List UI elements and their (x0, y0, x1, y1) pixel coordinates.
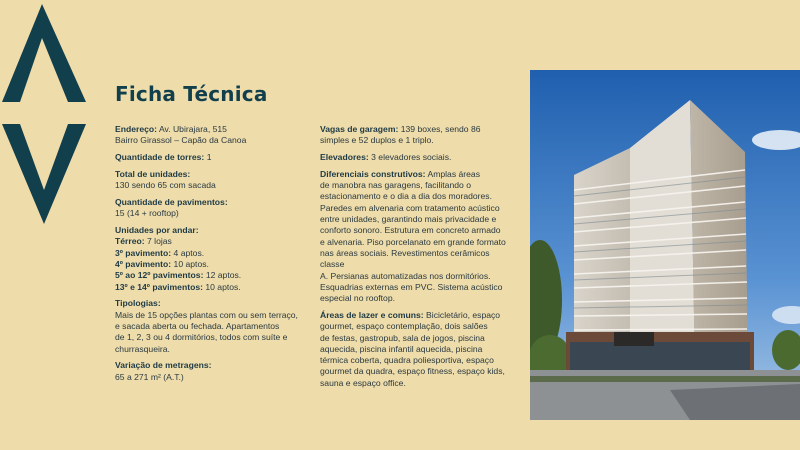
spec-line: de manobra nas garagens, facilitando o (320, 180, 471, 191)
spec-column-left (115, 124, 305, 388)
spec-line: aquecida, piscina infantil aquecida, piscina (320, 343, 483, 354)
spec-value: Amplas áreas (427, 168, 481, 179)
spec-value: Bairro Girassol – Capão da Canoa (115, 135, 247, 146)
spec-line: churrasqueira. (115, 343, 170, 354)
spec-label: Elevadores: (320, 152, 369, 163)
spec-line: Paredes em alvenaria com tratamento acústico (320, 202, 500, 213)
spec-label: Vagas de garagem: (320, 124, 399, 134)
spec-line: Esquadrias externas em PVC. Sistema acústico (320, 281, 503, 292)
floor-row: 3º pavimento: 4 aptos. (115, 247, 205, 258)
spec-line: simples e 52 duplos e 1 triplo. (320, 135, 434, 146)
spec-line: Mais de 15 opções plantas com ou sem terraço, (115, 309, 298, 320)
floor-row: Térreo: 7 lojas (115, 236, 172, 247)
spec-line: nas áreas sociais. Revestimentos cerâmicos classe (320, 247, 490, 270)
spec-label: Quantidade de torres: (115, 152, 205, 163)
spec-value: 1 (206, 152, 212, 163)
spec-label: Quantidade de pavimentos: (115, 196, 228, 207)
spec-unidades (115, 169, 305, 192)
spec-label: Diferenciais construtivos: (320, 168, 426, 179)
spec-metragens (115, 360, 305, 383)
spec-por-andar (115, 225, 305, 293)
spec-line: entre unidades, garantindo mais privacidade e (320, 214, 497, 225)
spec-value: 15 (14 + rooftop) (115, 208, 179, 219)
spec-line: gourmet, espaço contemplação, dois salões (320, 321, 488, 332)
spec-line: sauna e espaço office. (320, 377, 406, 388)
spec-value: Bicicletário, espaço (426, 309, 501, 320)
building-illustration (530, 70, 800, 420)
spec-tipologias (115, 298, 305, 354)
spec-value: 65 a 271 m² (A.T.) (115, 371, 184, 382)
spec-label: Endereço: (115, 124, 158, 134)
spec-line: de 1, 2, 3 ou 4 dormitórios, todos com suíte e (115, 332, 288, 343)
spec-vagas (320, 124, 515, 147)
spec-line: gourmet da quadra, espaço fitness, espaço kids, (320, 366, 505, 377)
building-render-image (530, 70, 800, 420)
floor-row: 5º ao 12º pavimentos: 12 aptos. (115, 270, 242, 281)
spec-value: Av. Ubirajara, 515 (158, 124, 227, 134)
spec-label: Total de unidades: (115, 168, 191, 179)
spec-value: 3 elevadores sociais. (371, 152, 452, 163)
spec-line: conforto sonoro. Estrutura em concreto armado (320, 225, 501, 236)
floor-row: 13º e 14º pavimentos: 10 aptos. (115, 281, 241, 292)
floor-row: 4º pavimento: 10 aptos. (115, 258, 209, 269)
spec-torres (115, 152, 305, 163)
spec-line: térmica coberta, quadra poliesportiva, espaço (320, 355, 494, 366)
spec-label: Unidades por andar: (115, 225, 199, 236)
spec-line: estacionamento e o dia a dia dos moradores. (320, 191, 492, 202)
spec-label: Tipologias: (115, 298, 161, 309)
spec-value: 130 sendo 65 com sacada (115, 180, 216, 191)
spec-label: Variação de metragens: (115, 360, 212, 371)
spec-endereco (115, 124, 305, 147)
spec-value: 139 boxes, sendo 86 (400, 124, 481, 134)
spec-elevadores (320, 152, 515, 163)
spec-line: de festas, gastropub, sala de jogos, piscina (320, 332, 485, 343)
page-title: Ficha Técnica (115, 82, 268, 106)
spec-pavimentos (115, 197, 305, 220)
spec-column-middle (320, 124, 515, 395)
spec-lazer (320, 310, 515, 389)
chevron-logo-icon (2, 2, 86, 226)
spec-diferenciais (320, 169, 515, 305)
spec-line: A. Persianas automatizadas nos dormitórios. (320, 270, 491, 281)
spec-line: e alvenaria. Piso porcelanato em grande formato (320, 236, 506, 247)
spec-line: e sacada aberta ou fechada. Apartamentos (115, 320, 280, 331)
spec-label: Áreas de lazer e comuns: (320, 309, 424, 320)
spec-line: especial no rooftop. (320, 293, 396, 304)
